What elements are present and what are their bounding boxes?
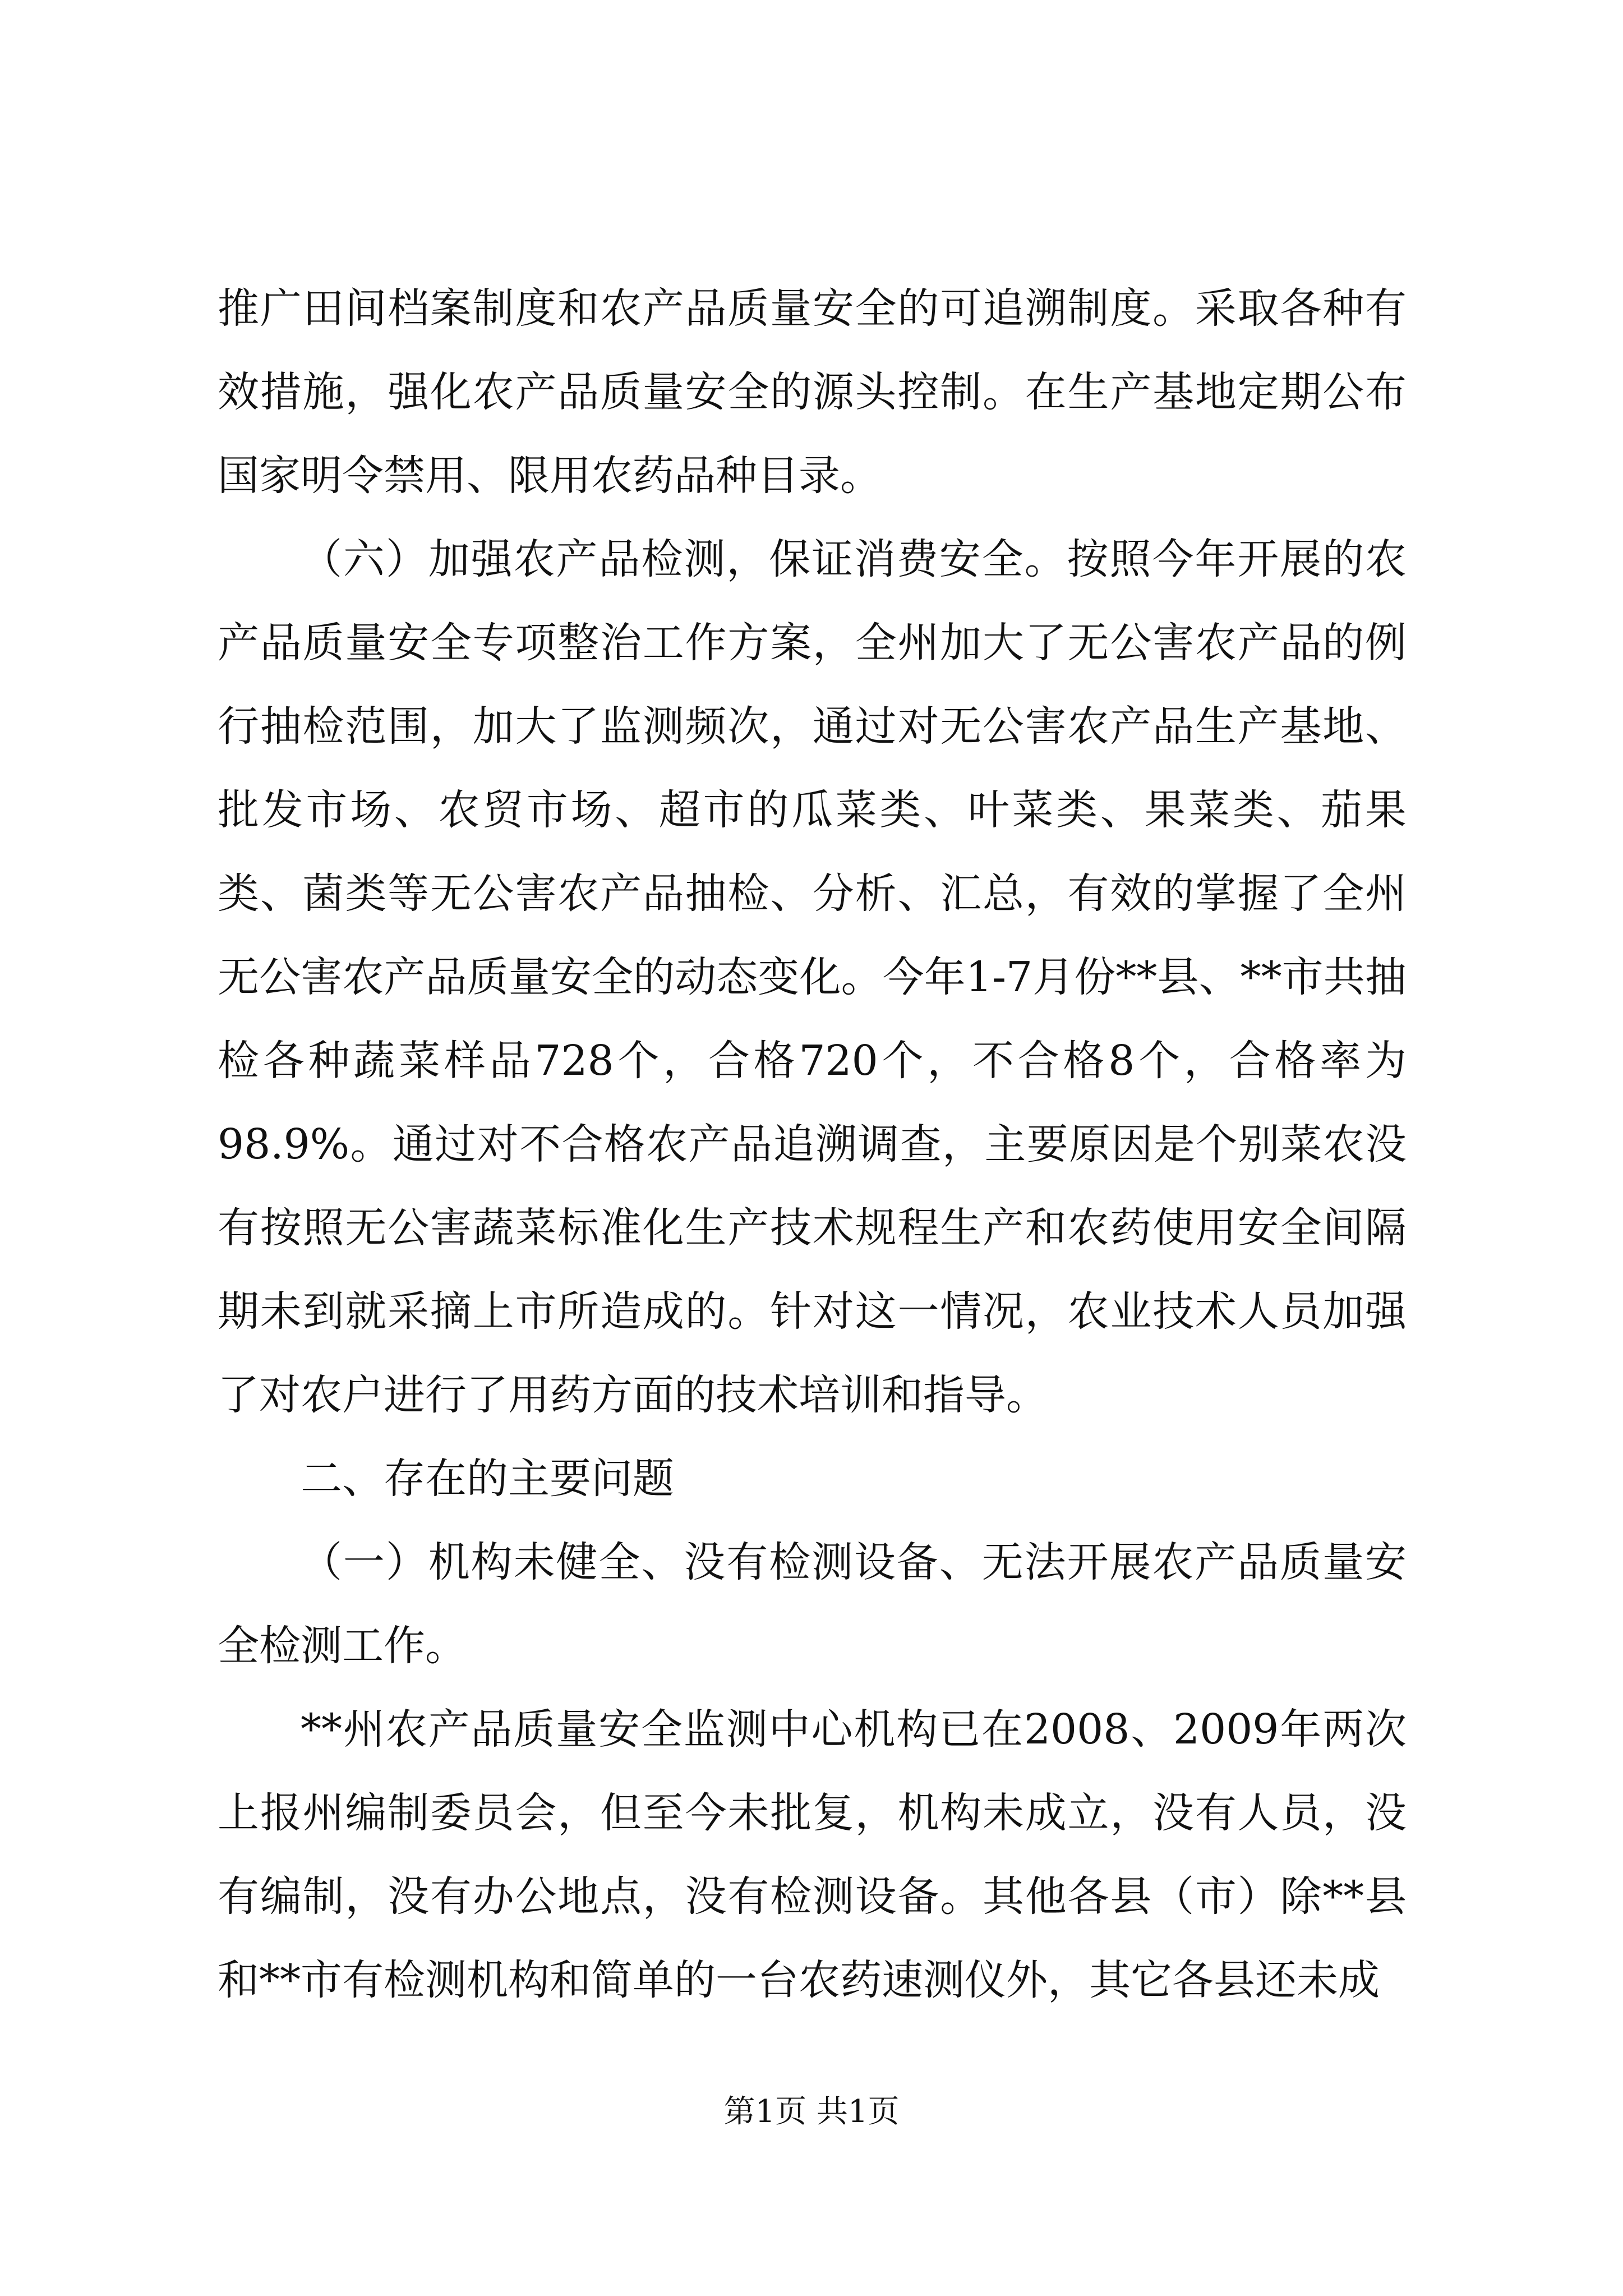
paragraph-monitoring-center: **州农产品质量安全监测中心机构已在2008、2009年两次上报州编制委员会，但至今未批复，机构未成立，没有人员，没有编制，没有办公地点，没有检测设备。其他各县（市）除**县和**市有检测机构和简单的一台农药速测仪外，其它各县还未成: [218, 1705, 1407, 2004]
subheading-problem-one: （一）机构未健全、没有检测设备、无法开展农产品质量安全检测工作。: [218, 1538, 1407, 1670]
paragraph-continuation: 推广田间档案制度和农产品质量安全的可追溯制度。采取各种有效措施，强化农产品质量安全的源头控制。在生产基地定期公布国家明令禁用、限用农药品种目录。: [218, 284, 1407, 500]
section-heading-main-problems: 二、存在的主要问题: [301, 1455, 674, 1503]
paragraph-section-six: （六）加强农产品检测，保证消费安全。按照今年开展的农产品质量安全专项整治工作方案，全州加大了无公害农产品的例行抽检范围，加大了监测频次，通过对无公害农产品生产基地、批发市场、农贸市场、超市的瓜菜类、叶菜类、果菜类、茄果类、菌类等无公害农产品抽检、分析、汇总，有效的掌握了全州无公害农产品质量安全的动态变化。今年1-7月份**县、**市共抽检各种蔬菜样品728个，合格720个，不合格8个，合格率为98.9%。通过对不合格农产品追溯调查，主要原因是个别菜农没有按照无公害蔬菜标准化生产技术规程生产和农药使用安全间隔期未到就采摘上市所造成的。针对这一情况，农业技术人员加强了对农户进行了用药方面的技术培训和指导。: [218, 535, 1407, 1419]
document-body: [218, 267, 1407, 2022]
page-number-footer: 第1页 共1页: [723, 2093, 900, 2130]
